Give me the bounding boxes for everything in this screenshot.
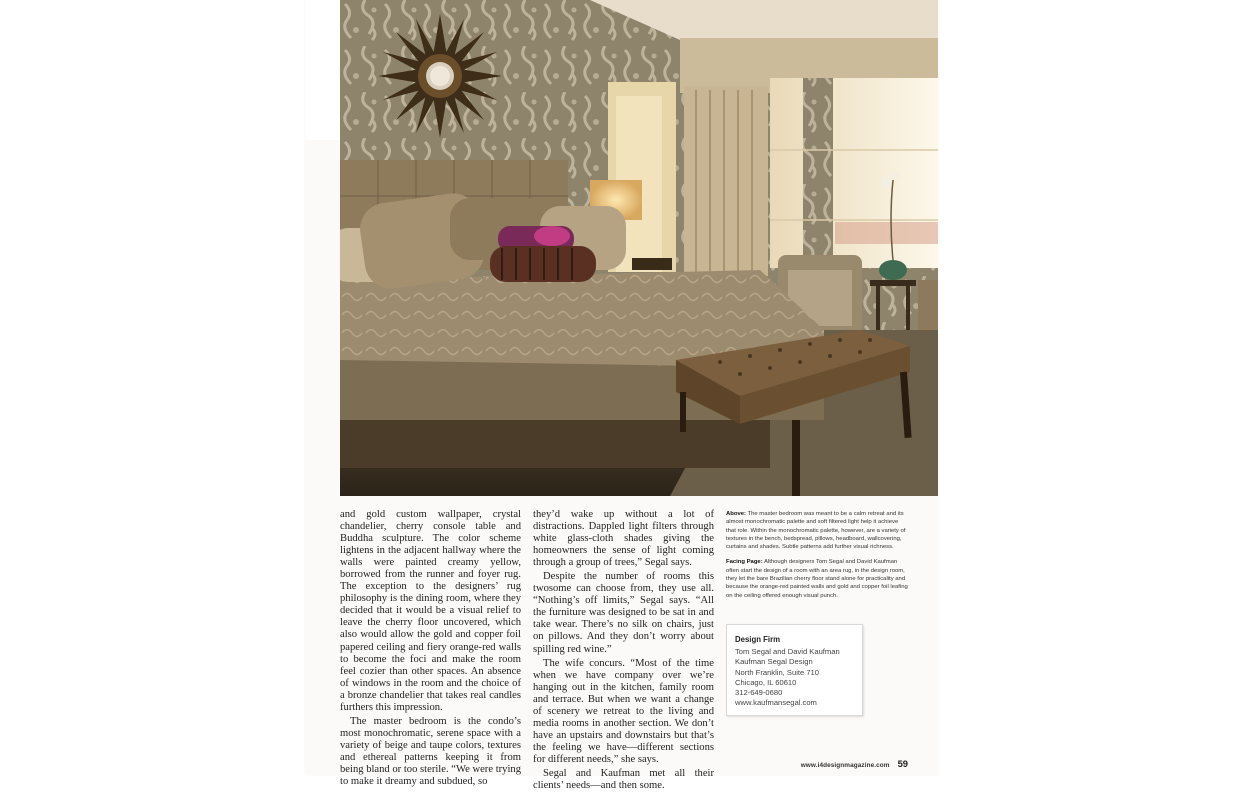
firm-street: North Franklin, Suite 710 (735, 667, 819, 677)
page-footer (801, 758, 908, 769)
article-column-1 (340, 509, 521, 788)
caption-facing-page (726, 558, 908, 599)
article-paragraph: The wife concurs. “Most of the time when we have company over we’re hanging out in the kitchen, family room and terrace. But when we want a change of scenery we retreat to the living and media rooms in another section. We don’t have an upstairs and downstairs but that’s the feeling we have—different sections for different needs,” she says. (533, 657, 714, 765)
article-paragraph: The master bedroom is the condo’s most monochromatic, serene space with a variety of beige and taupe colors, textures and ethereal patterns keeping it from being bland or too sterile. “We were trying to make it dreamy and subdued, so (340, 715, 521, 788)
firm-website-link[interactable]: www.kaufmansegal.com (735, 698, 817, 708)
page-number: 59 (897, 758, 908, 769)
caption-label: Above: (726, 511, 746, 517)
design-firm-box (726, 624, 863, 716)
caption-label: Facing Page: (726, 559, 763, 566)
caption-text: The master bedroom was meant to be a calm retreat and its almost monochromatic palette and soft filtered light help it achieve that role. Within the monochromatic palette, however, are a variety of textures in the bench, bedspread, pillows, headboard, wallcovering, curtains and shades. Subtle patterns add further visual richness. (726, 511, 906, 551)
caption-above (726, 510, 908, 551)
page-margin (305, 0, 340, 140)
photo-captions (726, 510, 908, 607)
article-paragraph: they’d wake up without a lot of distractions. Dappled light filters through white glass-cloth shades giving the homeowners the sense of light coming through a group of trees,” Segal says. (533, 509, 714, 569)
article-paragraph: Segal and Kaufman met all their clients’ needs—and then some. (533, 767, 714, 792)
magazine-url[interactable]: www.i4designmagazine.com (800, 762, 890, 769)
firm-city: Chicago, IL 60610 (735, 677, 797, 687)
bedroom-photo (340, 0, 938, 496)
firm-phone: 312-649-0680 (735, 688, 783, 698)
article-paragraph: Despite the number of rooms this twosome can choose from, they use all. “Nothing’s off limits,” Segal says. “All the furniture was designed to be sat in and take wear. There’s no silk on chairs, just on pillows. And they don’t worry about spilling red wine.” (533, 571, 714, 655)
caption-text: Although designers Tom Segal and David Kaufman often start the design of a room with an area rug, in the design room, they let the bare Brazilian cherry floor stand alone for practicality and because the orange-red painted walls and gold and copper foil leafing on the ceiling offered enough visual punch. (726, 559, 908, 599)
firm-name: Kaufman Segal Design (735, 657, 813, 667)
article-column-2 (533, 509, 714, 792)
firm-designers: Tom Segal and David Kaufman (735, 647, 840, 657)
article-paragraph: and gold custom wallpaper, crystal chandelier, cherry console table and Buddha sculpture. The color scheme lightens in the adjacent hallway where the walls were painted creamy yellow, borrowed from the runner and foyer rug. The exception to the designers’ rug philosophy is the dining room, where they decided that it would be a visual relief to leave the cherry floor uncovered, which also would allow the gold and copper foil papered ceiling and fiery orange-red walls to become the foci and make the room feel cozier than other spaces. An absence of windows in the room and the choice of a bronze chandelier that takes real candles furthers this impression. (340, 509, 521, 713)
design-firm-heading: Design Firm (735, 635, 781, 644)
